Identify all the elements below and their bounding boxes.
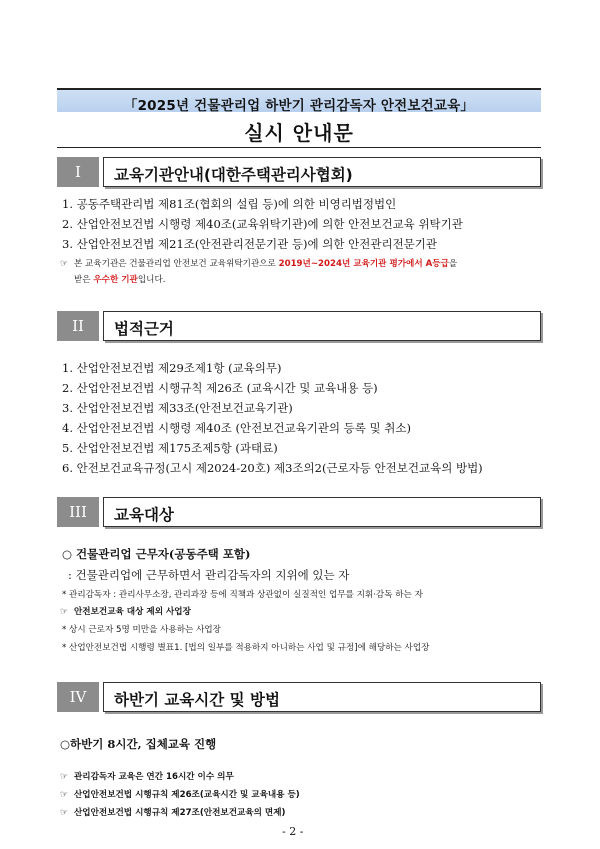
section-number: IV bbox=[57, 682, 99, 712]
pointing-hand-icon: ☞ bbox=[60, 808, 69, 818]
note-line: 받은 우수한 기관입니다. bbox=[74, 275, 166, 285]
page-number: - 2 - bbox=[282, 825, 304, 838]
section-number: I bbox=[57, 157, 99, 187]
exclusion-item: * 상시 근로자 5명 미만을 사용하는 사업장 bbox=[62, 625, 221, 635]
list-item: 3. 산업안전보건법 제33조(안전보건교육기관) bbox=[62, 401, 293, 415]
section-title: 교육대상 bbox=[114, 506, 174, 524]
list-item: 5. 산업안전보건법 제175조제5항 (과태료) bbox=[62, 441, 278, 455]
list-item: 1. 산업안전보건법 제29조제1항 (교육의무) bbox=[62, 361, 282, 375]
section-title: 교육기관안내(대한주택관리사협회) bbox=[114, 166, 353, 184]
target-heading: ○ 건물관리업 근무자(공동주택 포함) bbox=[62, 547, 251, 561]
target-description: : 건물관리업에 근무하면서 관리감독자의 지위에 있는 자 bbox=[68, 568, 350, 582]
section-header-1 bbox=[57, 157, 541, 187]
note-line: ☞ 산업안전보건법 시행규칙 제26조(교육시간 및 교육내용 등) bbox=[60, 790, 300, 800]
pointing-hand-icon: ☞ bbox=[60, 790, 69, 800]
title-line2: 실시 안내문 bbox=[244, 121, 354, 145]
section-header-2 bbox=[57, 311, 541, 341]
exclusion-item: * 산업안전보건법 시행령 별표1. [법의 일부를 적용하지 아니하는 사업 및 규정]에 해당하는 사업장 bbox=[62, 643, 430, 653]
section-title-box bbox=[103, 311, 541, 341]
note-line: ☞ 관리감독자 교육은 연간 16시간 이수 의무 bbox=[60, 772, 234, 782]
section-number: II bbox=[57, 311, 99, 341]
section-title-box bbox=[103, 157, 541, 187]
note-line: ☞ 산업안전보건법 시행규칙 제27조(안전보건교육의 면제) bbox=[60, 808, 286, 818]
note-line: ☞ 본 교육기관은 건물관리업 안전보건 교육위탁기관으로 2019년~2024년 교육기관 평가에서 A등급을 bbox=[60, 259, 458, 269]
pointing-hand-icon: ☞ bbox=[60, 772, 69, 782]
section-header-4 bbox=[57, 682, 541, 712]
document-title-box bbox=[57, 88, 541, 148]
exclusion-heading: ☞ 안전보건교육 대상 제외 사업장 bbox=[60, 607, 191, 617]
section-title-box bbox=[103, 682, 541, 712]
section-title: 하반기 교육시간 및 방법 bbox=[114, 691, 280, 709]
definition-note: * 관리감독자 : 관리사무소장, 관리과장 등에 직책과 상관없이 실질적인 업무를 지휘·감독 하는 자 bbox=[62, 590, 423, 600]
list-item: 6. 안전보건교육규정(고시 제2024-20호) 제3조의2(근로자등 안전보건교육의 방법) bbox=[62, 461, 483, 475]
list-item: 4. 산업안전보건법 시행령 제40조 (안전보건교육기관의 등록 및 취소) bbox=[62, 421, 411, 435]
section-number: III bbox=[57, 497, 99, 527]
section-header-3 bbox=[57, 497, 541, 527]
section-title-box bbox=[103, 497, 541, 527]
pointing-hand-icon: ☞ bbox=[60, 259, 69, 269]
list-item: 2. 산업안전보건법 시행령 제40조(교육위탁기관)에 의한 안전보건교육 위탁기관 bbox=[62, 217, 463, 231]
section-title: 법적근거 bbox=[114, 320, 174, 338]
pointing-hand-icon: ☞ bbox=[60, 607, 69, 617]
list-item: 1. 공동주택관리법 제81조(협회의 설립 등)에 의한 비영리법정법인 bbox=[62, 197, 397, 211]
method-heading: ○하반기 8시간, 집체교육 진행 bbox=[60, 737, 217, 751]
list-item: 2. 산업안전보건법 시행규칙 제26조 (교육시간 및 교육내용 등) bbox=[62, 381, 378, 395]
list-item: 3. 산업안전보건법 제21조(안전관리전문기관 등)에 의한 안전관리전문기관 bbox=[62, 237, 438, 251]
title-line1: 「2025년 건물관리업 하반기 관리감독자 안전보건교육」 bbox=[123, 98, 475, 114]
